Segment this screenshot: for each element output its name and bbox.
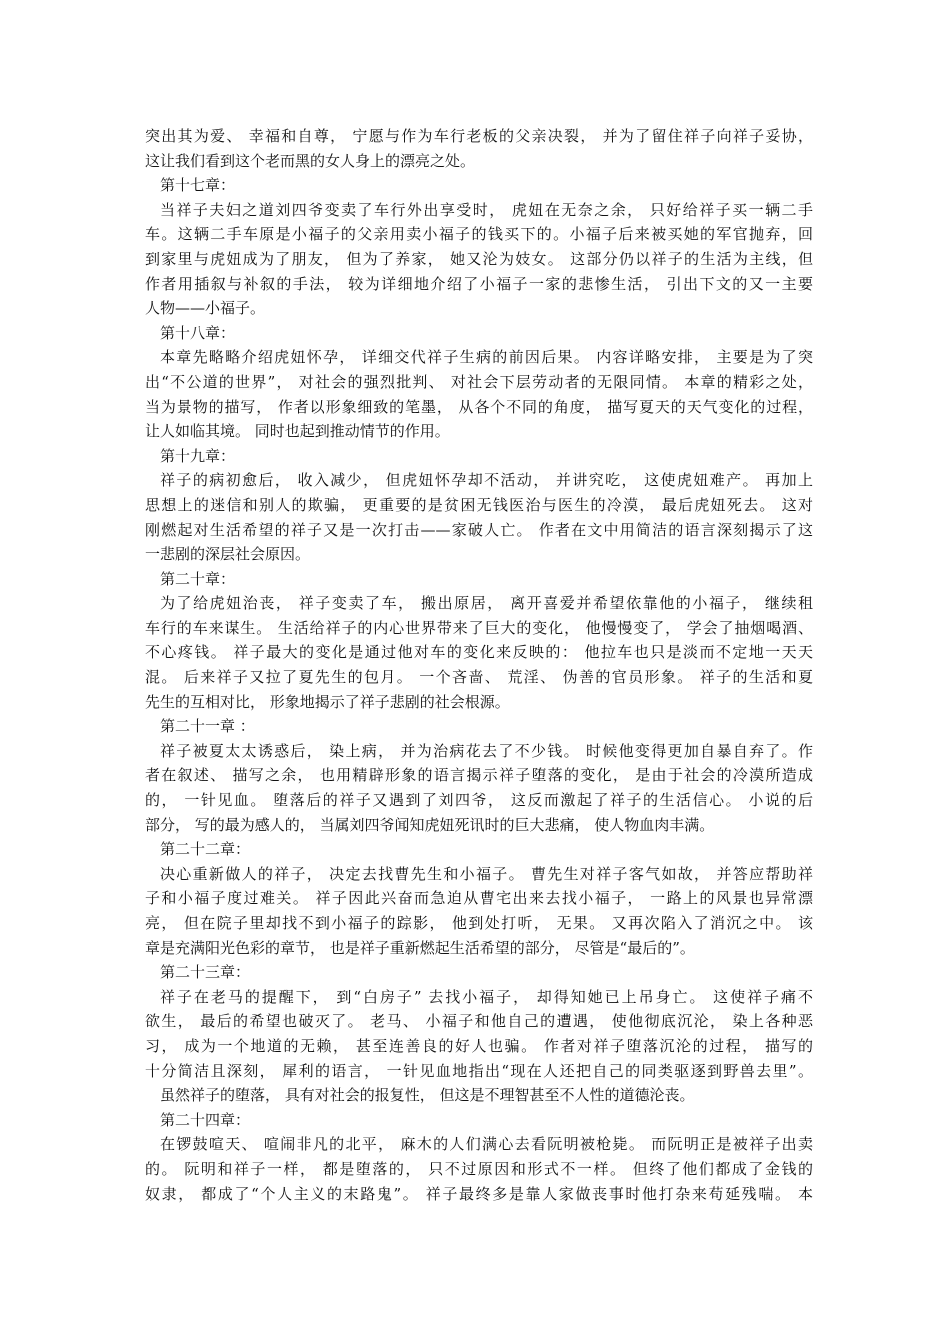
chapter-heading: 第十九章：: [160, 446, 236, 465]
text-line: 欲生， 最后的希望也破灭了。 老马、 小福子和他自己的遭遇， 使他彻底沉沦， 染上各种恶: [145, 1012, 813, 1031]
text-line: 让人如临其境。 同时也起到推动情节的作用。: [145, 422, 450, 441]
text-line: 一悲剧的深层社会原因。: [145, 545, 311, 564]
chapter-heading: 第二十二章：: [160, 840, 251, 859]
paragraph: [145, 739, 813, 837]
text-line: 亮， 但在院子里却找不到小福子的踪影， 他到处打听， 无果。 又再次陷入了消沉之中。 该: [145, 914, 813, 932]
text-line: 人物——小福子。: [145, 299, 266, 318]
paragraph: [145, 985, 813, 1108]
chapter-heading: 第十七章：: [160, 176, 236, 195]
text-line: 出“不公道的世界”， 对社会的强烈批判、 对社会下层劳动者的无限同情。 本章的精彩之处，: [145, 372, 813, 391]
text-line: 习， 成为一个地道的无赖， 甚至连善良的好人也骗。 作者对祥子堕落沉沦的过程， 描写的: [145, 1036, 813, 1055]
paragraph: [145, 862, 813, 960]
text-line: 祥子的病初愈后， 收入减少， 但虎妞怀孕却不活动， 并讲究吃， 这使虎妞难产。 再加上: [160, 471, 813, 490]
chapter-heading: 第二十章：: [160, 569, 236, 588]
text-line: 的。 阮明和祥子一样， 都是堕落的， 只不过原因和形式不一样。 但终了他们都成了金钱的: [145, 1159, 813, 1178]
chapter-heading: 第十八章：: [160, 323, 236, 342]
text-line: 不心疼钱。 祥子最大的变化是通过他对车的变化来反映的： 他拉车也只是淡而不定地一天天: [145, 643, 813, 662]
text-line: 祥子在老马的提醒下， 到“白房子” 去找小福子， 却得知她已上吊身亡。 这使祥子痛不: [160, 987, 813, 1006]
paragraph: [145, 468, 813, 566]
text-line: 十分简洁且深刻， 犀利的语言， 一针见血地指出“现在人还把自己的同类驱逐到野兽去里”。: [145, 1061, 813, 1080]
document-body: [145, 124, 813, 1206]
text-line: 到家里与虎妞成为了朋友， 但为了养家， 她又沦为妓女。 这部分仍以祥子的生活为主线，但: [145, 249, 813, 268]
text-line: 决心重新做人的祥子， 决定去找曹先生和小福子。 曹先生对祥子客气如故， 并答应帮助祥: [160, 864, 813, 883]
paragraph: [145, 591, 813, 714]
paragraph: [145, 1132, 813, 1206]
text-line: 为了给虎妞治丧， 祥子变卖了车， 搬出原居， 离开喜爱并希望依靠他的小福子， 继续租: [160, 594, 813, 613]
chapter-heading: 第二十一章 ：: [160, 717, 255, 736]
text-line: 车行的车来谋生。 生活给祥子的内心世界带来了巨大的变化， 他慢慢变了， 学会了抽烟喝酒、: [145, 618, 813, 637]
paragraph: [145, 124, 813, 173]
text-line: 者在叙述、 描写之余， 也用精辟形象的语言揭示祥子堕落的变化， 是由于社会的冷漠所造成: [145, 766, 813, 785]
text-line: 突出其为爱、 幸福和自尊， 宁愿与作为车行老板的父亲决裂， 并为了留住祥子向祥子妥协，: [145, 127, 813, 145]
chapter-heading: 第二十三章：: [160, 963, 251, 982]
text-line: 虽然祥子的堕落， 具有对社会的报复性， 但这是不理智甚至不人性的道德沦丧。: [160, 1086, 695, 1105]
text-line: 刚燃起对生活希望的祥子又是一次打击——家破人亡。 作者在文中用简洁的语言深刻揭示了这: [145, 520, 813, 539]
text-line: 子和小福子度过难关。 祥子因此兴奋而急迫从曹宅出来去找小福子， 一路上的风景也异常漂: [145, 889, 813, 908]
text-line: 这让我们看到这个老而黑的女人身上的漂亮之处。: [145, 151, 476, 170]
text-line: 部分， 写的最为感人的， 当属刘四爷闻知虎妞死讯时的巨大悲痛， 使人物血肉丰满。: [145, 815, 715, 834]
text-line: 思想上的迷信和别人的欺骗， 更重要的是贫困无钱医治与医生的冷漠， 最后虎妞死去。 这对: [145, 495, 813, 514]
paragraph: [145, 345, 813, 443]
text-line: 祥子被夏太太诱惑后， 染上病， 并为治病花去了不少钱。 时候他变得更加自暴自弃了。作: [160, 741, 813, 760]
text-line: 当为景物的描写， 作者以形象细致的笔墨， 从各个不同的角度， 描写夏天的天气变化的过程，: [145, 397, 813, 416]
text-line: 作者用插叙与补叙的手法， 较为详细地介绍了小福子一家的悲惨生活， 引出下文的又一主要: [145, 274, 813, 293]
text-line: 混。 后来祥子又拉了夏先生的包月。 一个吝啬、 荒淫、 伪善的官员形象。 祥子的生活和夏: [145, 668, 813, 687]
text-line: 本章先略略介绍虎妞怀孕， 详细交代祥子生病的前因后果。 内容详略安排， 主要是为了突: [160, 348, 813, 367]
text-line: 当祥子夫妇之道刘四爷变卖了车行外出享受时， 虎妞在无奈之余， 只好给祥子买一辆二手: [160, 200, 813, 219]
text-line: 在锣鼓喧天、 喧闹非凡的北平， 麻木的人们满心去看阮明被枪毙。 而阮明正是被祥子出卖: [160, 1135, 813, 1154]
text-line: 先生的互相对比， 形象地揭示了祥子悲剧的社会根源。: [145, 692, 510, 711]
text-line: 奴隶， 都成了“个人主义的末路鬼”。 祥子最终多是靠人家做丧事时他打杂来苟延残喘。 本: [145, 1184, 813, 1203]
text-line: 章是充满阳光色彩的章节， 也是祥子重新燃起生活希望的部分， 尽管是“最后的”。: [145, 938, 695, 957]
text-line: 的， 一针见血。 堕落后的祥子又遇到了刘四爷， 这反而激起了祥子的生活信心。 小说的后: [145, 791, 813, 810]
chapter-heading: 第二十四章：: [160, 1110, 251, 1129]
text-line: 车。这辆二手车原是小福子的父亲用卖小福子的钱买下的。小福子后来被买她的军官抛弃，回: [145, 225, 813, 244]
paragraph: [145, 198, 813, 321]
